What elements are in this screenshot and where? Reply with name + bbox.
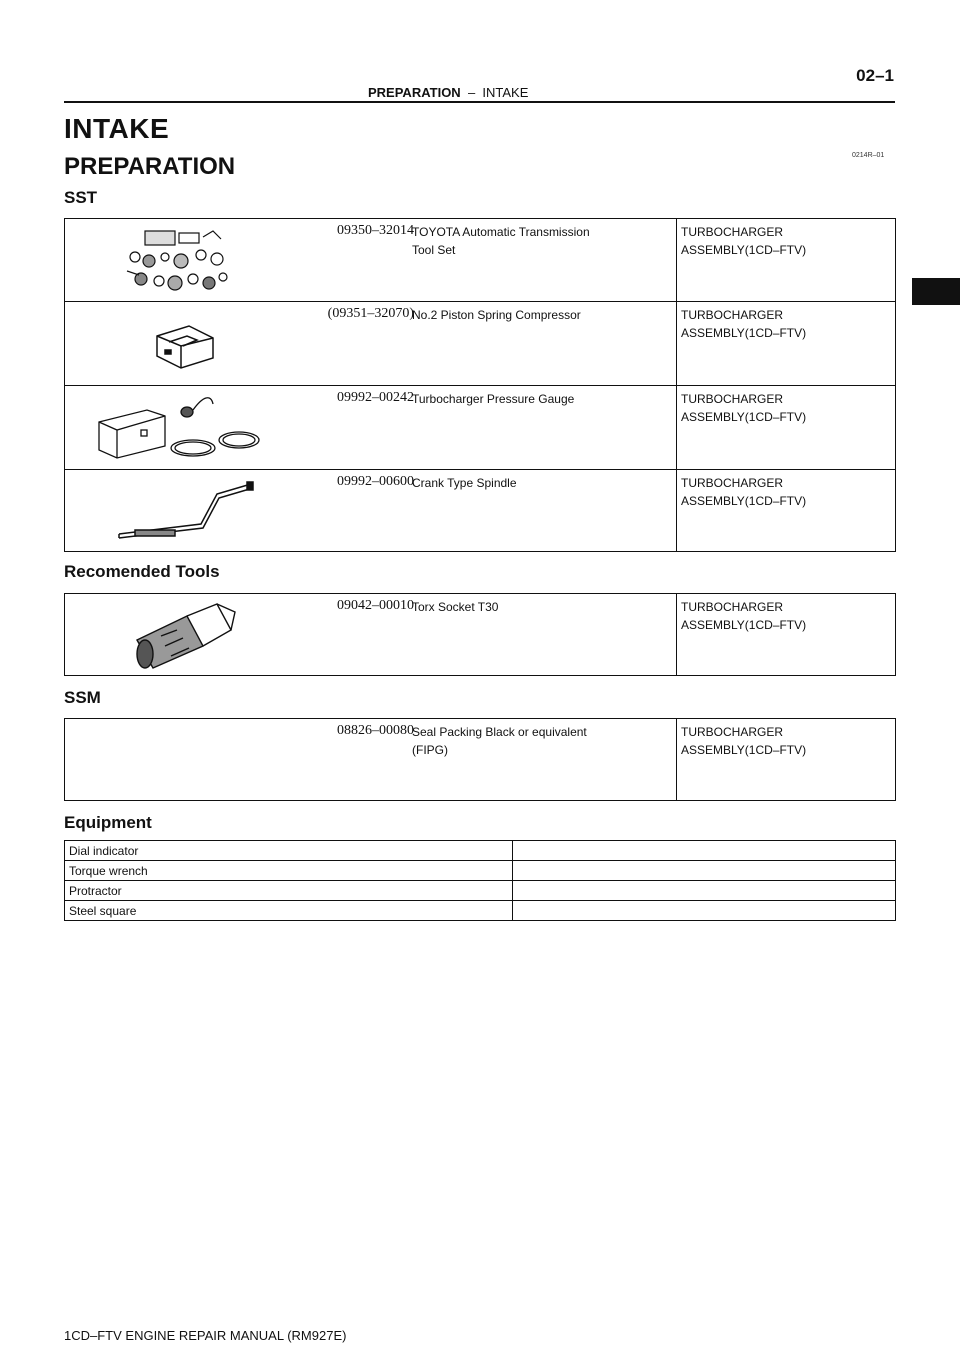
application-line1: TURBOCHARGER — [681, 225, 784, 239]
header-subsection: INTAKE — [482, 85, 529, 100]
sst-heading: SST — [64, 188, 98, 207]
part-number: (09351–32070) — [327, 306, 414, 321]
equipment-blank — [513, 841, 896, 861]
part-number: 09042–00010 — [337, 598, 414, 613]
application-line2: ASSEMBLY(1CD–FTV) — [681, 618, 807, 632]
ssm-heading: SSM — [64, 688, 101, 707]
tool-name-line1: No.2 Piston Spring Compressor — [412, 308, 581, 322]
table-row — [65, 470, 896, 552]
equipment-item: Dial indicator — [65, 841, 513, 861]
page-number: 02–1 — [856, 66, 894, 85]
part-number: 09992–00242 — [337, 390, 414, 405]
application — [681, 719, 895, 759]
application-line1: TURBOCHARGER — [681, 600, 784, 614]
sst-table — [64, 218, 896, 552]
table-row — [65, 594, 896, 676]
table-row — [65, 861, 896, 881]
application-line2: ASSEMBLY(1CD–FTV) — [681, 494, 807, 508]
table-row — [65, 841, 896, 861]
tool-name — [412, 219, 676, 259]
page-title: INTAKE — [64, 113, 170, 144]
application-line1: TURBOCHARGER — [681, 476, 784, 490]
tool-name — [412, 302, 676, 324]
tool-name-line1: Seal Packing Black or equivalent — [412, 725, 587, 739]
tool-set-icon — [123, 227, 233, 297]
application — [681, 219, 895, 259]
tool-name-line1: Torx Socket T30 — [412, 600, 499, 614]
tool-name-line1: TOYOTA Automatic Transmission — [412, 225, 590, 239]
equipment-heading: Equipment — [64, 813, 152, 832]
spring-compressor-icon — [153, 322, 233, 372]
equipment-blank — [513, 881, 896, 901]
document-id: 0214R–01 — [852, 152, 885, 159]
application-line1: TURBOCHARGER — [681, 725, 784, 739]
equipment-item: Protractor — [65, 881, 513, 901]
section-tab-marker — [912, 278, 960, 305]
table-row — [65, 719, 896, 801]
ssm-table — [64, 718, 896, 801]
section-title: PREPARATION — [64, 153, 236, 180]
part-number: 08826–00080 — [337, 723, 414, 738]
application-line2: ASSEMBLY(1CD–FTV) — [681, 410, 807, 424]
application-line2: ASSEMBLY(1CD–FTV) — [681, 243, 807, 257]
equipment-item: Torque wrench — [65, 861, 513, 881]
tool-name — [412, 719, 676, 759]
part-number: 09350–32014 — [337, 223, 414, 238]
pressure-gauge-icon — [93, 392, 263, 464]
table-row — [65, 302, 896, 386]
part-number: 09992–00600 — [337, 474, 414, 489]
table-row — [65, 386, 896, 470]
application — [681, 302, 895, 342]
tool-name — [412, 594, 676, 616]
recommended-heading: Recomended Tools — [64, 562, 220, 581]
header-section: PREPARATION — [368, 85, 461, 100]
tool-name-line1: Turbocharger Pressure Gauge — [412, 392, 575, 406]
application-line1: TURBOCHARGER — [681, 392, 784, 406]
application — [681, 386, 895, 426]
equipment-blank — [513, 861, 896, 881]
application — [681, 470, 895, 510]
footer: 1CD–FTV ENGINE REPAIR MANUAL (RM927E) — [64, 1328, 347, 1343]
application-line2: ASSEMBLY(1CD–FTV) — [681, 743, 807, 757]
equipment-item: Steel square — [65, 901, 513, 921]
recommended-table — [64, 593, 896, 676]
tool-name-line1: Crank Type Spindle — [412, 476, 517, 490]
table-row — [65, 901, 896, 921]
running-header — [368, 85, 528, 100]
application-line1: TURBOCHARGER — [681, 308, 784, 322]
tool-name — [412, 386, 676, 408]
equipment-table — [64, 840, 896, 921]
torx-socket-icon — [131, 600, 241, 670]
application — [681, 594, 895, 634]
crank-spindle-icon — [115, 478, 265, 544]
header-separator: – — [467, 85, 476, 100]
tool-name-line2: Tool Set — [412, 243, 456, 257]
table-row — [65, 881, 896, 901]
header-rule — [64, 101, 895, 103]
table-row — [65, 219, 896, 302]
tool-name — [412, 470, 676, 492]
equipment-blank — [513, 901, 896, 921]
application-line2: ASSEMBLY(1CD–FTV) — [681, 326, 807, 340]
tool-name-line2: (FIPG) — [412, 743, 448, 757]
